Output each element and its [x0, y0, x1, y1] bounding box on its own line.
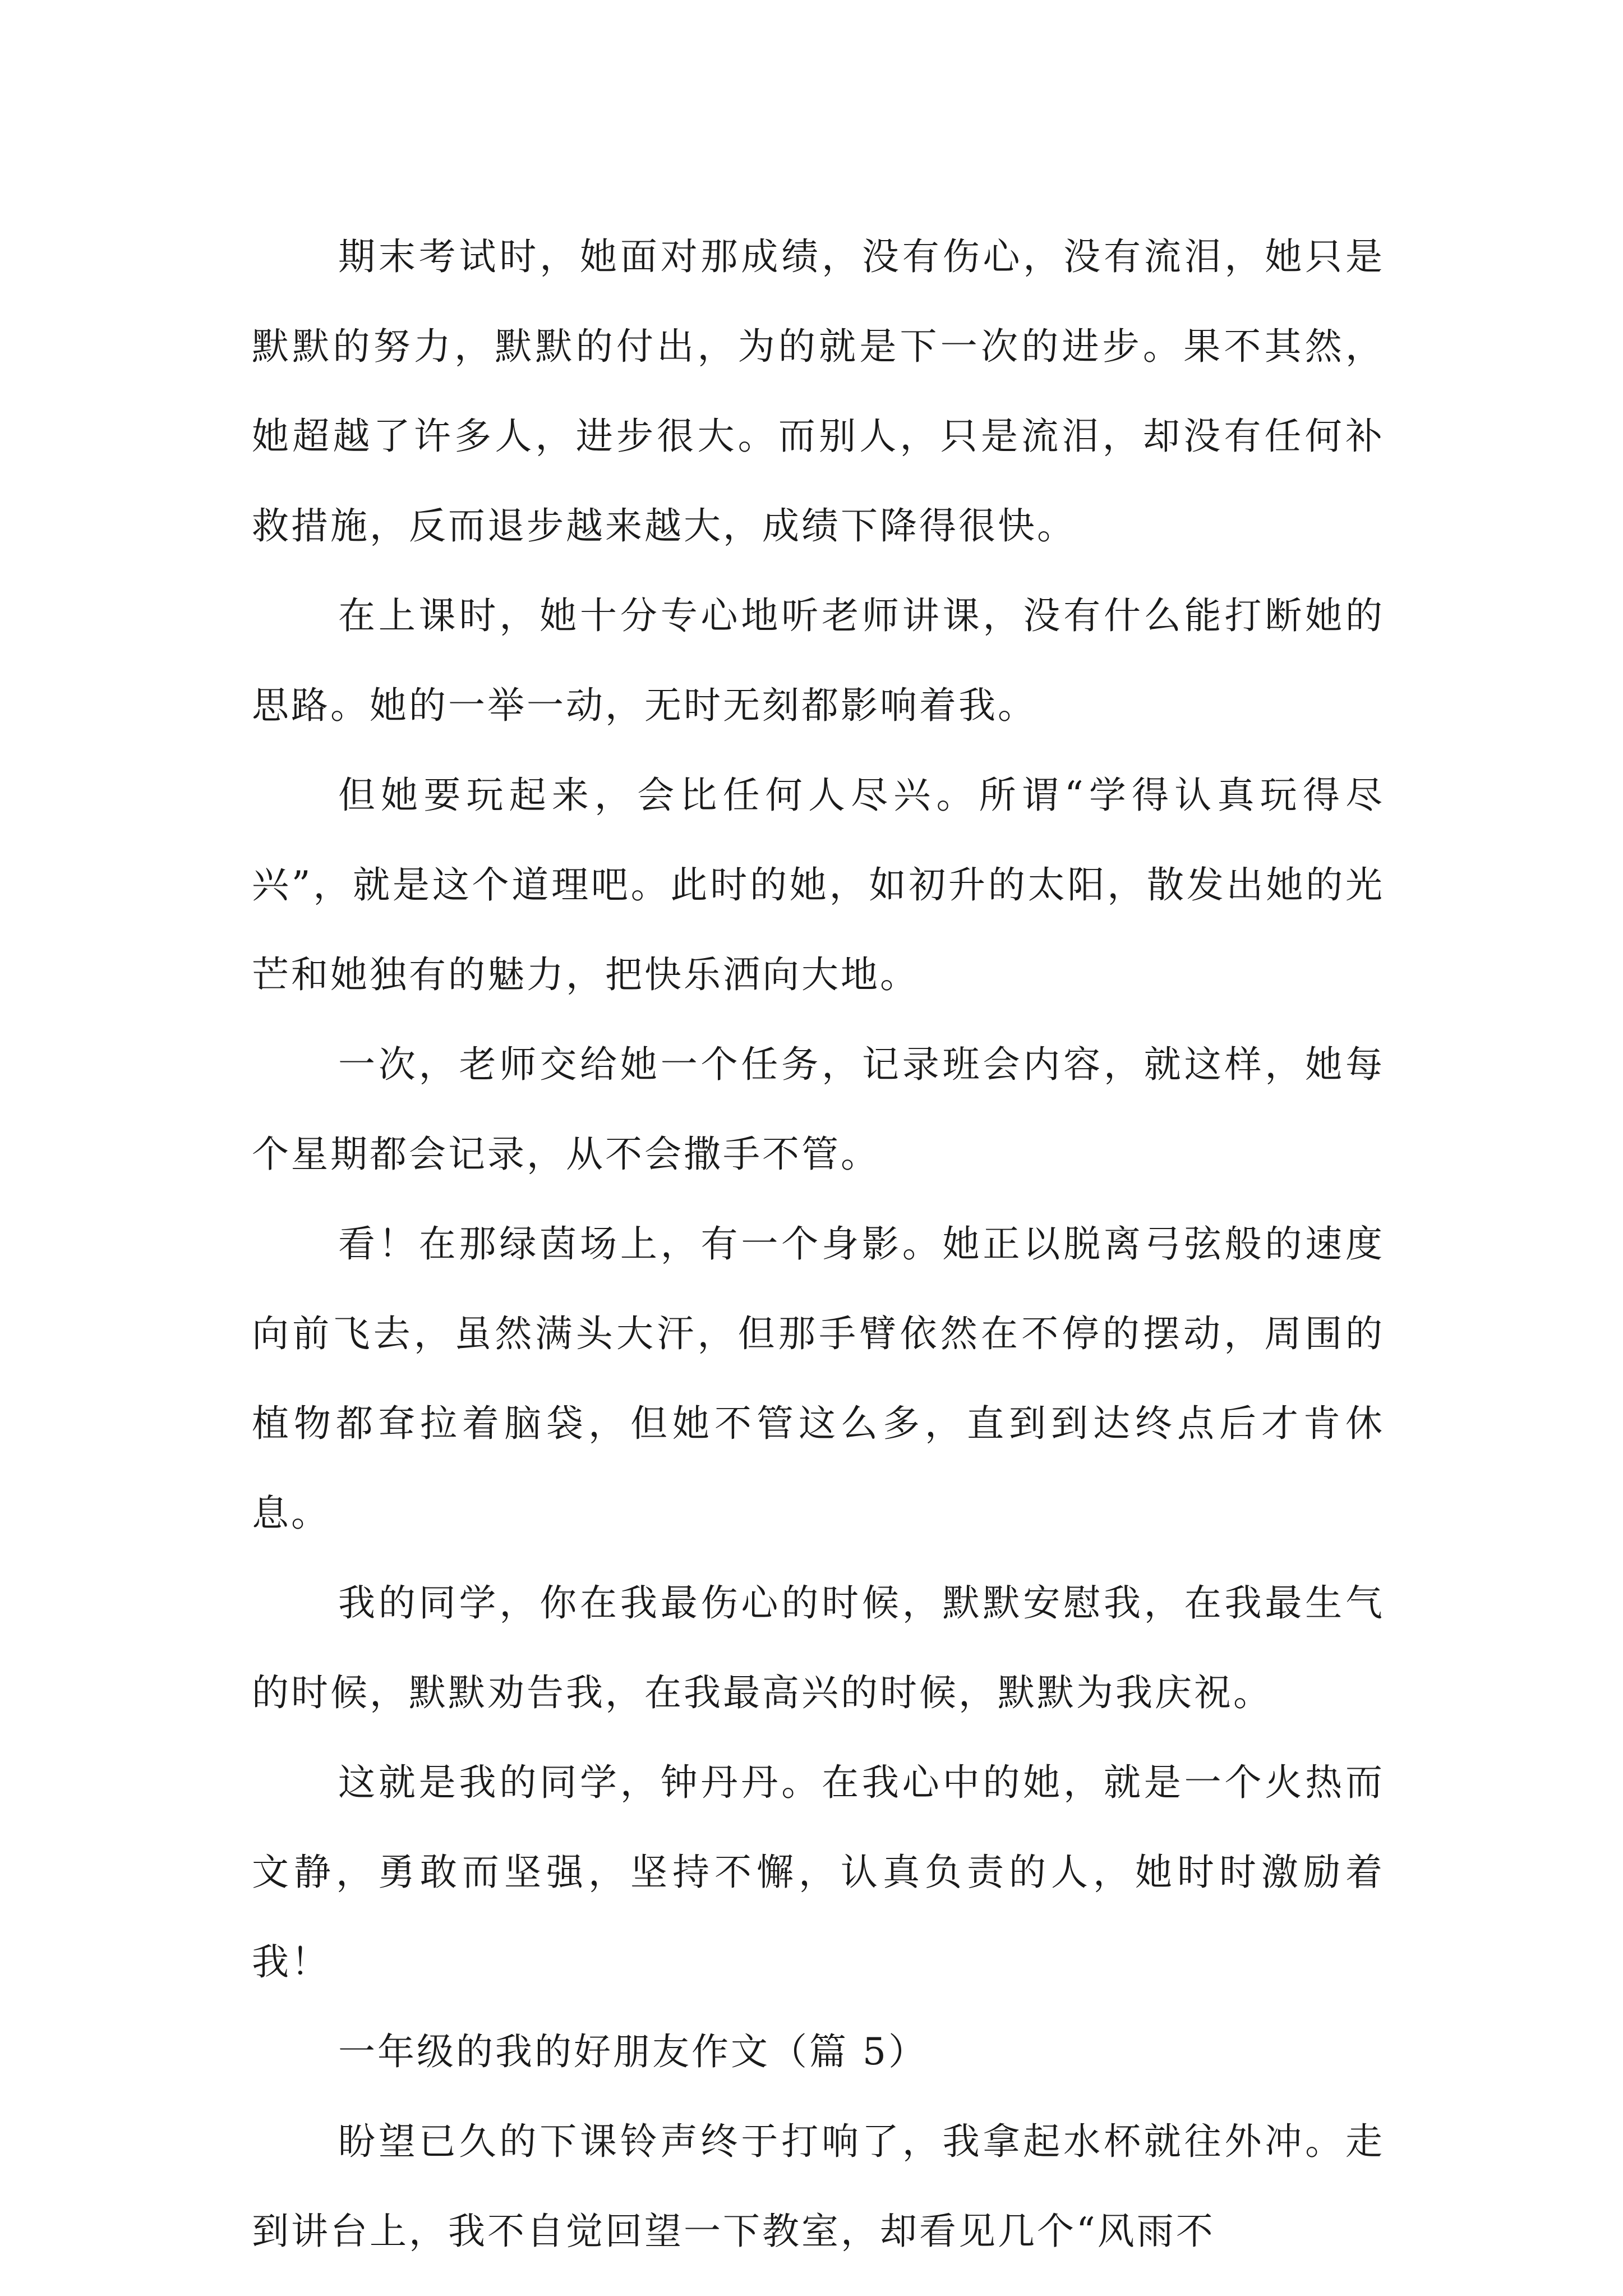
paragraph-bell: 盼望已久的下课铃声终于打响了，我拿起水杯就往外冲。走到讲台上，我不自觉回望一下教室，却看见几个“风雨不	[252, 2120, 1385, 2253]
paragraph-conclusion: 这就是我的同学，钟丹丹。在我心中的她，就是一个火热而文静，勇敢而坚强，坚持不懈，认真负责的人，她时时激励着我！	[252, 1761, 1385, 1984]
paragraph-running: 看！在那绿茵场上，有一个身影。她正以脱离弓弦般的速度向前飞去，虽然满头大汗，但那手臂依然在不停的摆动，周围的植物都耷拉着脑袋，但她不管这么多，直到到达终点后才肯休息。	[252, 1222, 1385, 1535]
paragraph-exam: 期末考试时，她面对那成绩，没有伤心，没有流泪，她只是默默的努力，默默的付出，为的就是下一次的进步。果不其然，她超越了许多人，进步很大。而别人，只是流泪，却没有任何补救措施，反而退步越来越大，成绩下降得很快。	[252, 235, 1385, 547]
paragraph-task: 一次，老师交给她一个任务，记录班会内容，就这样，她每个星期都会记录，从不会撒手不管。	[252, 1043, 1385, 1176]
paragraph-class-focus: 在上课时，她十分专心地听老师讲课，没有什么能打断她的思路。她的一举一动，无时无刻都影响着我。	[252, 594, 1385, 727]
document-body	[252, 212, 1385, 2276]
section-heading: 一年级的我的好朋友作文（篇 5）	[338, 2030, 928, 2073]
paragraph-comfort: 我的同学，你在我最伤心的时候，默默安慰我，在我最生气的时候，默默劝告我，在我最高兴的时候，默默为我庆祝。	[252, 1581, 1385, 1714]
paragraph-play: 但她要玩起来，会比任何人尽兴。所谓“学得认真玩得尽兴”，就是这个道理吧。此时的她，如初升的太阳，散发出她的光芒和她独有的魅力，把快乐洒向大地。	[252, 774, 1385, 996]
